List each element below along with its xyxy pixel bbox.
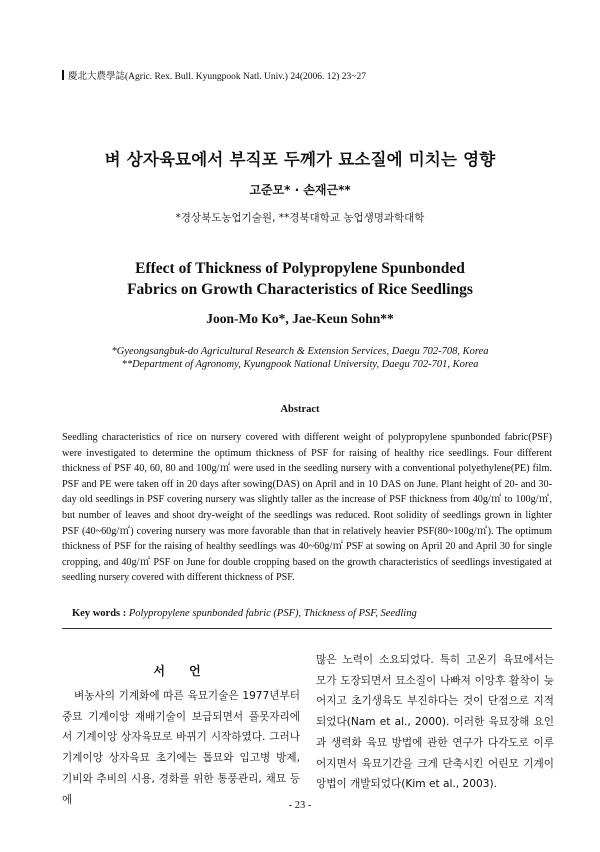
abstract-heading: Abstract: [280, 404, 320, 415]
body-column-right: 많은 노력이 소요되었다. 특히 고온기 육묘에서는 모가 도장되면서 묘소질이 나빠져 이앙후 활착이 늦어지고 초기생육도 부진하다는 것이 단점으로 지적되었다(Nam et al., 2000). 이러한 육묘장해 요인과 생력화 육묘 방법에 관한 연구가 다각도로 이루어지면서 육묘기간을 크게 단축시킨 어린모 기계이앙법이 개발되었다(Kim et al., 2003).: [316, 654, 554, 791]
affiliations-english: [0, 345, 600, 371]
authors-english: Joon-Mo Ko*, Jae-Keun Sohn**: [206, 311, 394, 326]
keywords-label: Key words :: [72, 608, 127, 619]
title-english-line-1: Effect of Thickness of Polypropylene Spunbonded: [135, 260, 465, 277]
affiliations-korean: *경상북도농업기술원, **경북대학교 농업생명과학대학: [175, 212, 425, 224]
authors-korean: 고준모* · 손재근**: [249, 183, 351, 197]
keywords-divider: [62, 628, 552, 629]
affiliation-english-line-2: **Department of Agronomy, Kyungpook National University, Daegu 702-701, Korea: [121, 359, 479, 370]
title-english: [0, 258, 600, 300]
title-korean: 벼 상자육묘에서 부직포 두께가 묘소질에 미치는 영향: [104, 150, 496, 169]
body-column-left: 벼농사의 기계화에 따른 육묘기술은 1977년부터 중묘 기계이앙 재배기술이 보급되면서 풀못자리에서 기계이앙 상자육묘로 바뀌기 시작하였다. 그러나 기계이앙 상자육묘 초기에는 톱묘와 입고병 방제, 기비와 추비의 시용, 경화를 위한 통풍관리, 채묘 등에: [62, 690, 300, 806]
header-bar-mark: [62, 70, 64, 80]
keywords-value: Polypropylene spunbonded fabric (PSF), Thickness of PSF, Seedling: [128, 608, 417, 619]
keywords: [72, 608, 417, 619]
section-heading-introduction: 서 언: [153, 664, 211, 678]
abstract-text: Seedling characteristics of rice on nursery covered with different weight of polypropylene spunbonded fabric(PSF) were investigated to determine the optimum thickness of PSF for raising of healthy rice seedlings. Four different thickness of PSF 40, 60, 80 and 100g/㎡ were used in the seedling nursery with a conventional polyethylene(PE) film. PSF and PE were taken off in 20 days after sowing(DAS) on April and in 10 DAS on June. Plant height of 20- and 30- day old seedlings in PSF covering nursery was slightly taller as the increase of PSF thickness from 40g/㎡ to 100g/㎡, but number of leaves and shoot dry-weight of the seedlings was reduced. Root solidity of seedlings grown in lighter PSF (40~60g/㎡) covering nursery was more favorable than that in relatively heavier PSF(80~100g/㎡). The optimum thickness of PSF for the raising of healthy seedlings was 40~60g/㎡ PSF at sowing on April 20 and April 30 for single cropping, and 40g/㎡ PSF on June for double cropping based on the growth characteristics of seedlings investigated at seedling nursery covered with different thickness of PSF.: [62, 432, 552, 584]
title-english-line-2: Fabrics on Growth Characteristics of Rice Seedlings: [127, 281, 473, 298]
page-number: - 23 -: [288, 800, 312, 811]
affiliation-english-line-1: *Gyeongsangbuk-do Agricultural Research & Extension Services, Daegu 702-708, Korea: [111, 346, 489, 357]
journal-citation: 慶北大農學誌(Agric. Rex. Bull. Kyungpook Natl. Univ.) 24(2006. 12) 23~27: [68, 72, 366, 82]
journal-citation-header: [62, 68, 366, 82]
